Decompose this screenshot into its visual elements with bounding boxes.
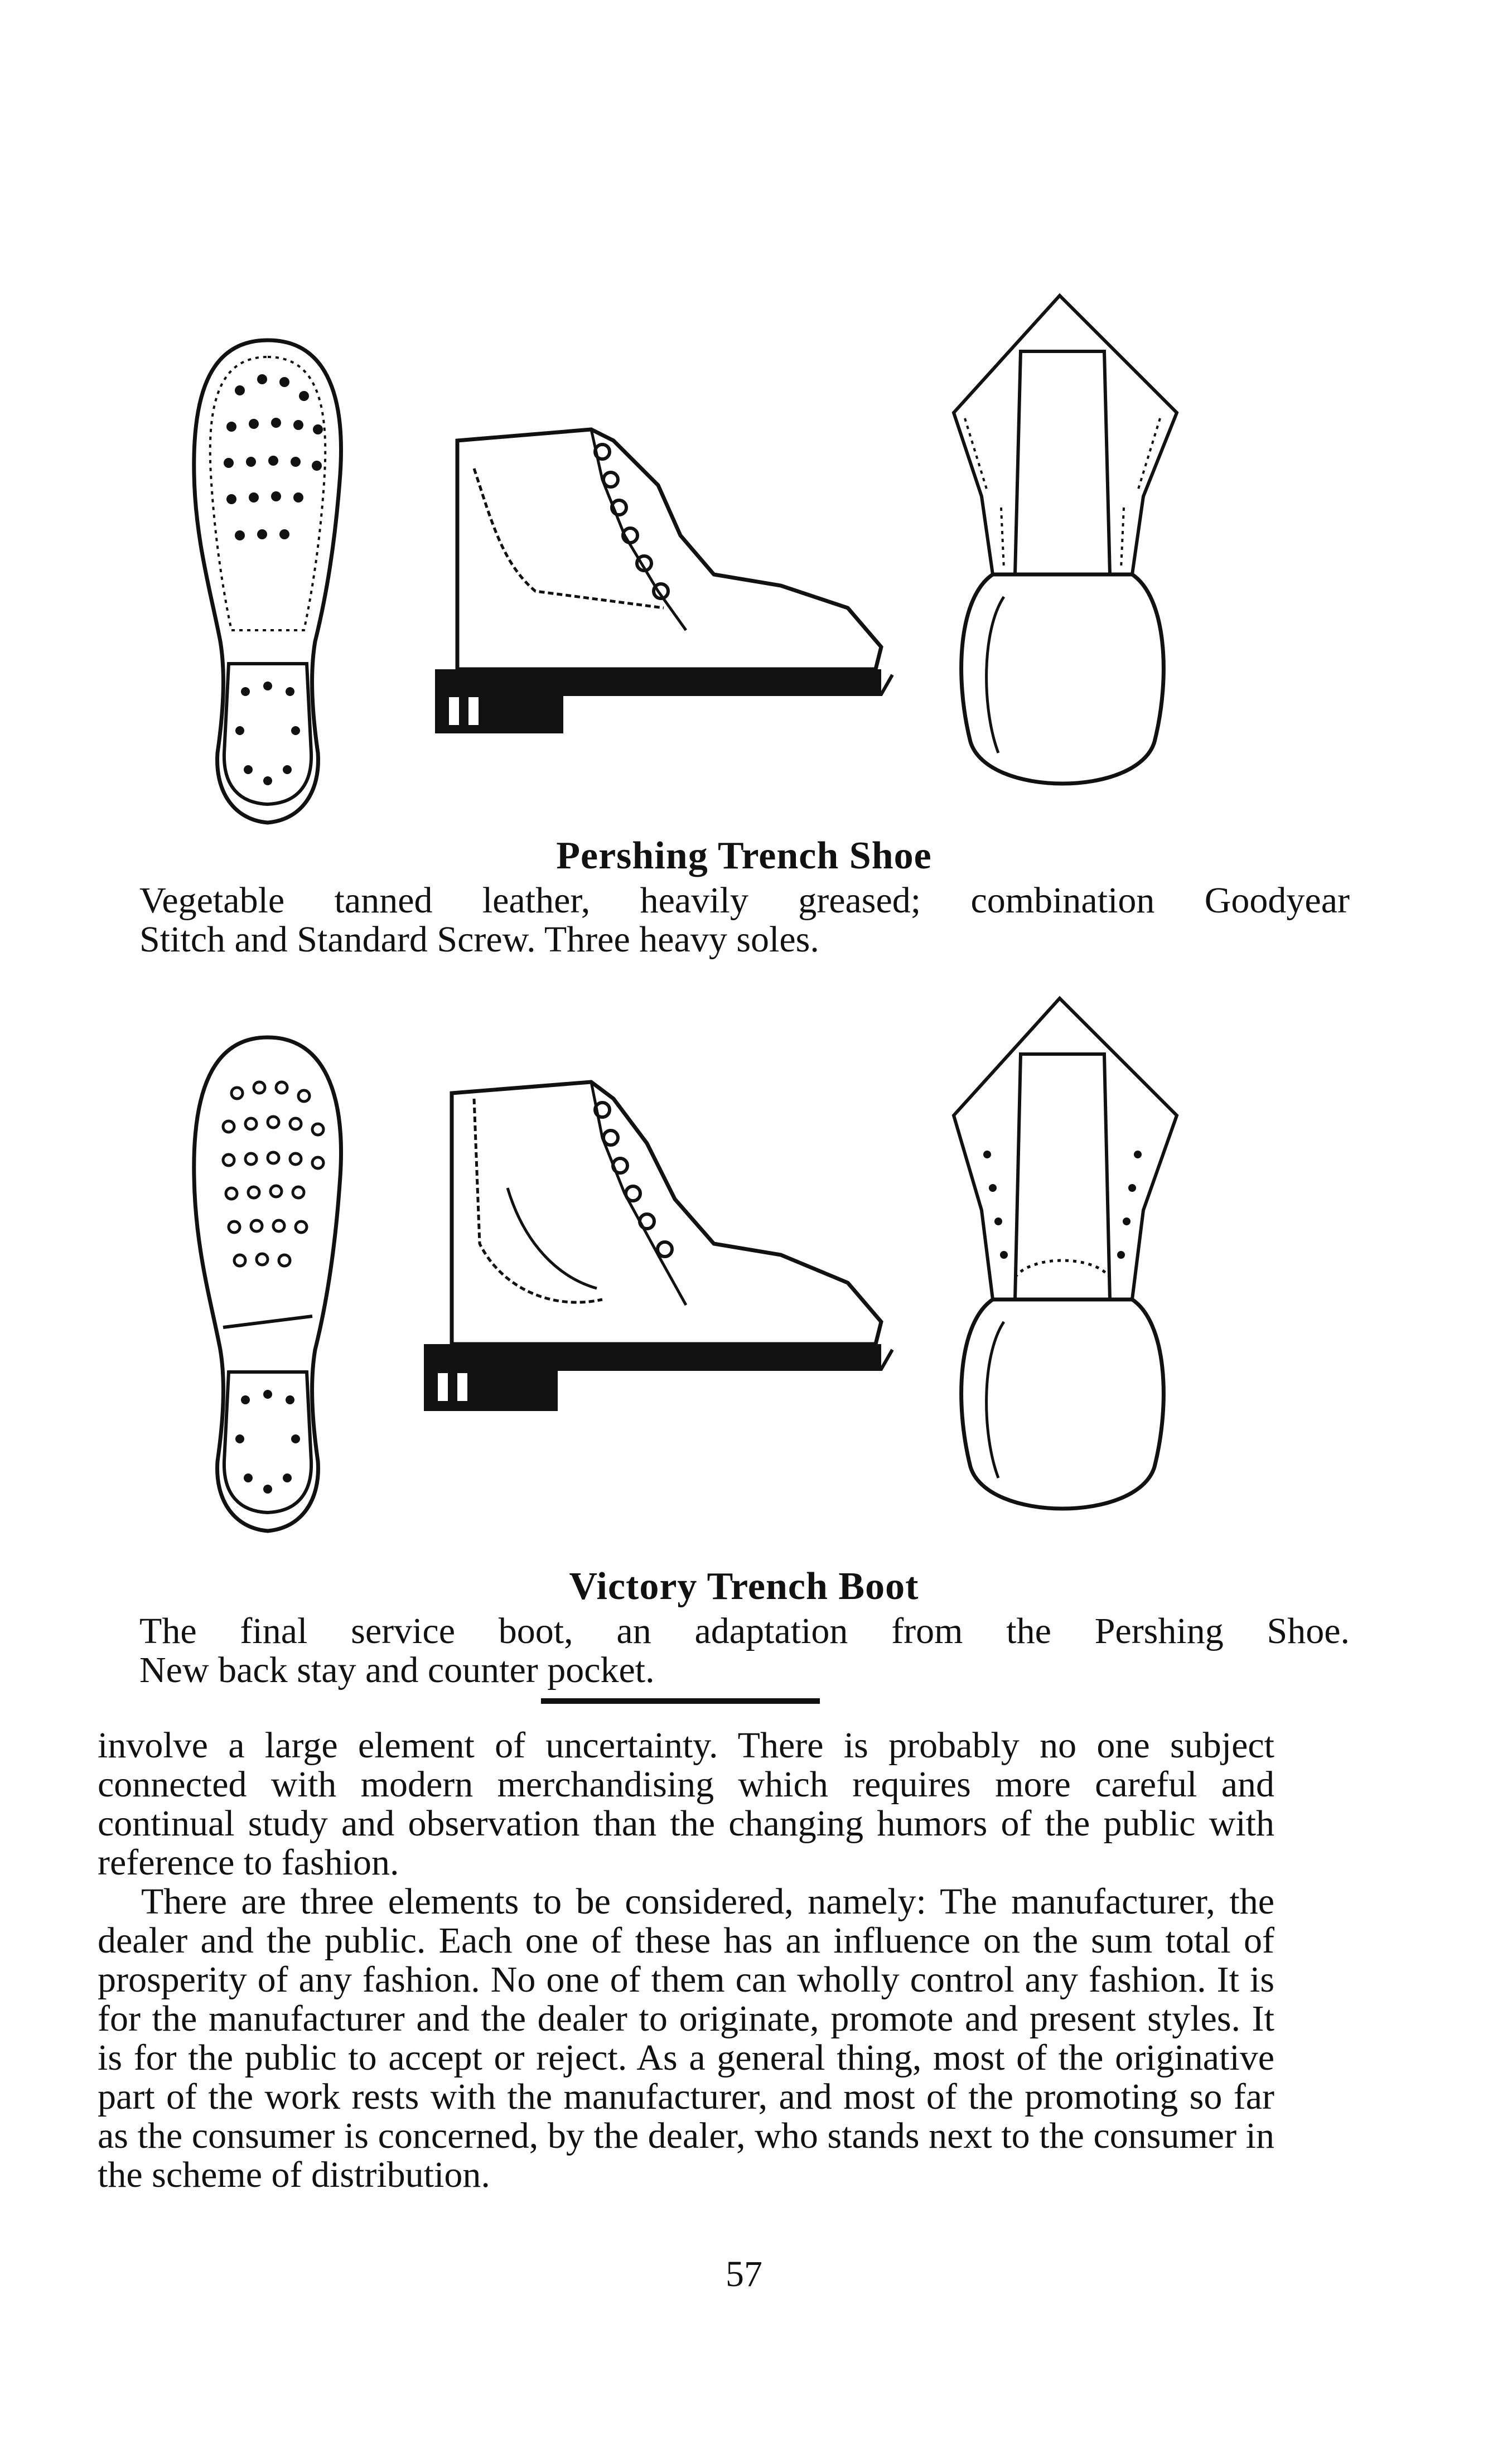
pershing-sole-illustration — [184, 329, 351, 831]
caption-line: The final service boot, an adaptation from the Pershing Shoe. — [139, 1611, 1350, 1651]
caption-line: Vegetable tanned leather, heavily greased; combination Goodyear — [139, 880, 1350, 921]
paragraph: There are three elements to be considered, namely: The manufacturer, the dealer and the public. Each one of these has an influence on the sum total of prosperity of any fashion. No one of them can wholly control any fashion. It is for the manufacturer and the dealer to originate, promote and present styles. It is for the public to accept or reject. As a general thing, most of the originative part of the work rests with the manufacturer, and most of the promoting so far as the consumer is concerned, by the dealer, who stands next to the consumer in the scheme of distribution. — [98, 1881, 1274, 2195]
figure-title: Pershing Trench Shoe — [556, 834, 932, 877]
figure-caption — [139, 881, 1350, 959]
paragraph: involve a large element of uncertainty. There is probably no one subject connected with modern merchandising which requires more careful and continual study and observation than the changing humors of the public with reference to fashion. — [98, 1725, 1274, 1883]
section-divider — [541, 1698, 820, 1704]
pershing-side-illustration — [424, 407, 915, 764]
pershing-top-illustration — [920, 284, 1205, 820]
figure-caption — [139, 1612, 1350, 1690]
caption-line: New back stay and counter pocket. — [139, 1650, 655, 1690]
body-text — [98, 1726, 1274, 2195]
victory-top-illustration — [920, 987, 1205, 1545]
page-number: 57 — [726, 2254, 762, 2294]
caption-line: Stitch and Standard Screw. Three heavy soles. — [139, 919, 819, 960]
figure-title: Victory Trench Boot — [569, 1565, 919, 1608]
victory-sole-illustration — [184, 1026, 351, 1539]
victory-side-illustration — [413, 1076, 915, 1444]
